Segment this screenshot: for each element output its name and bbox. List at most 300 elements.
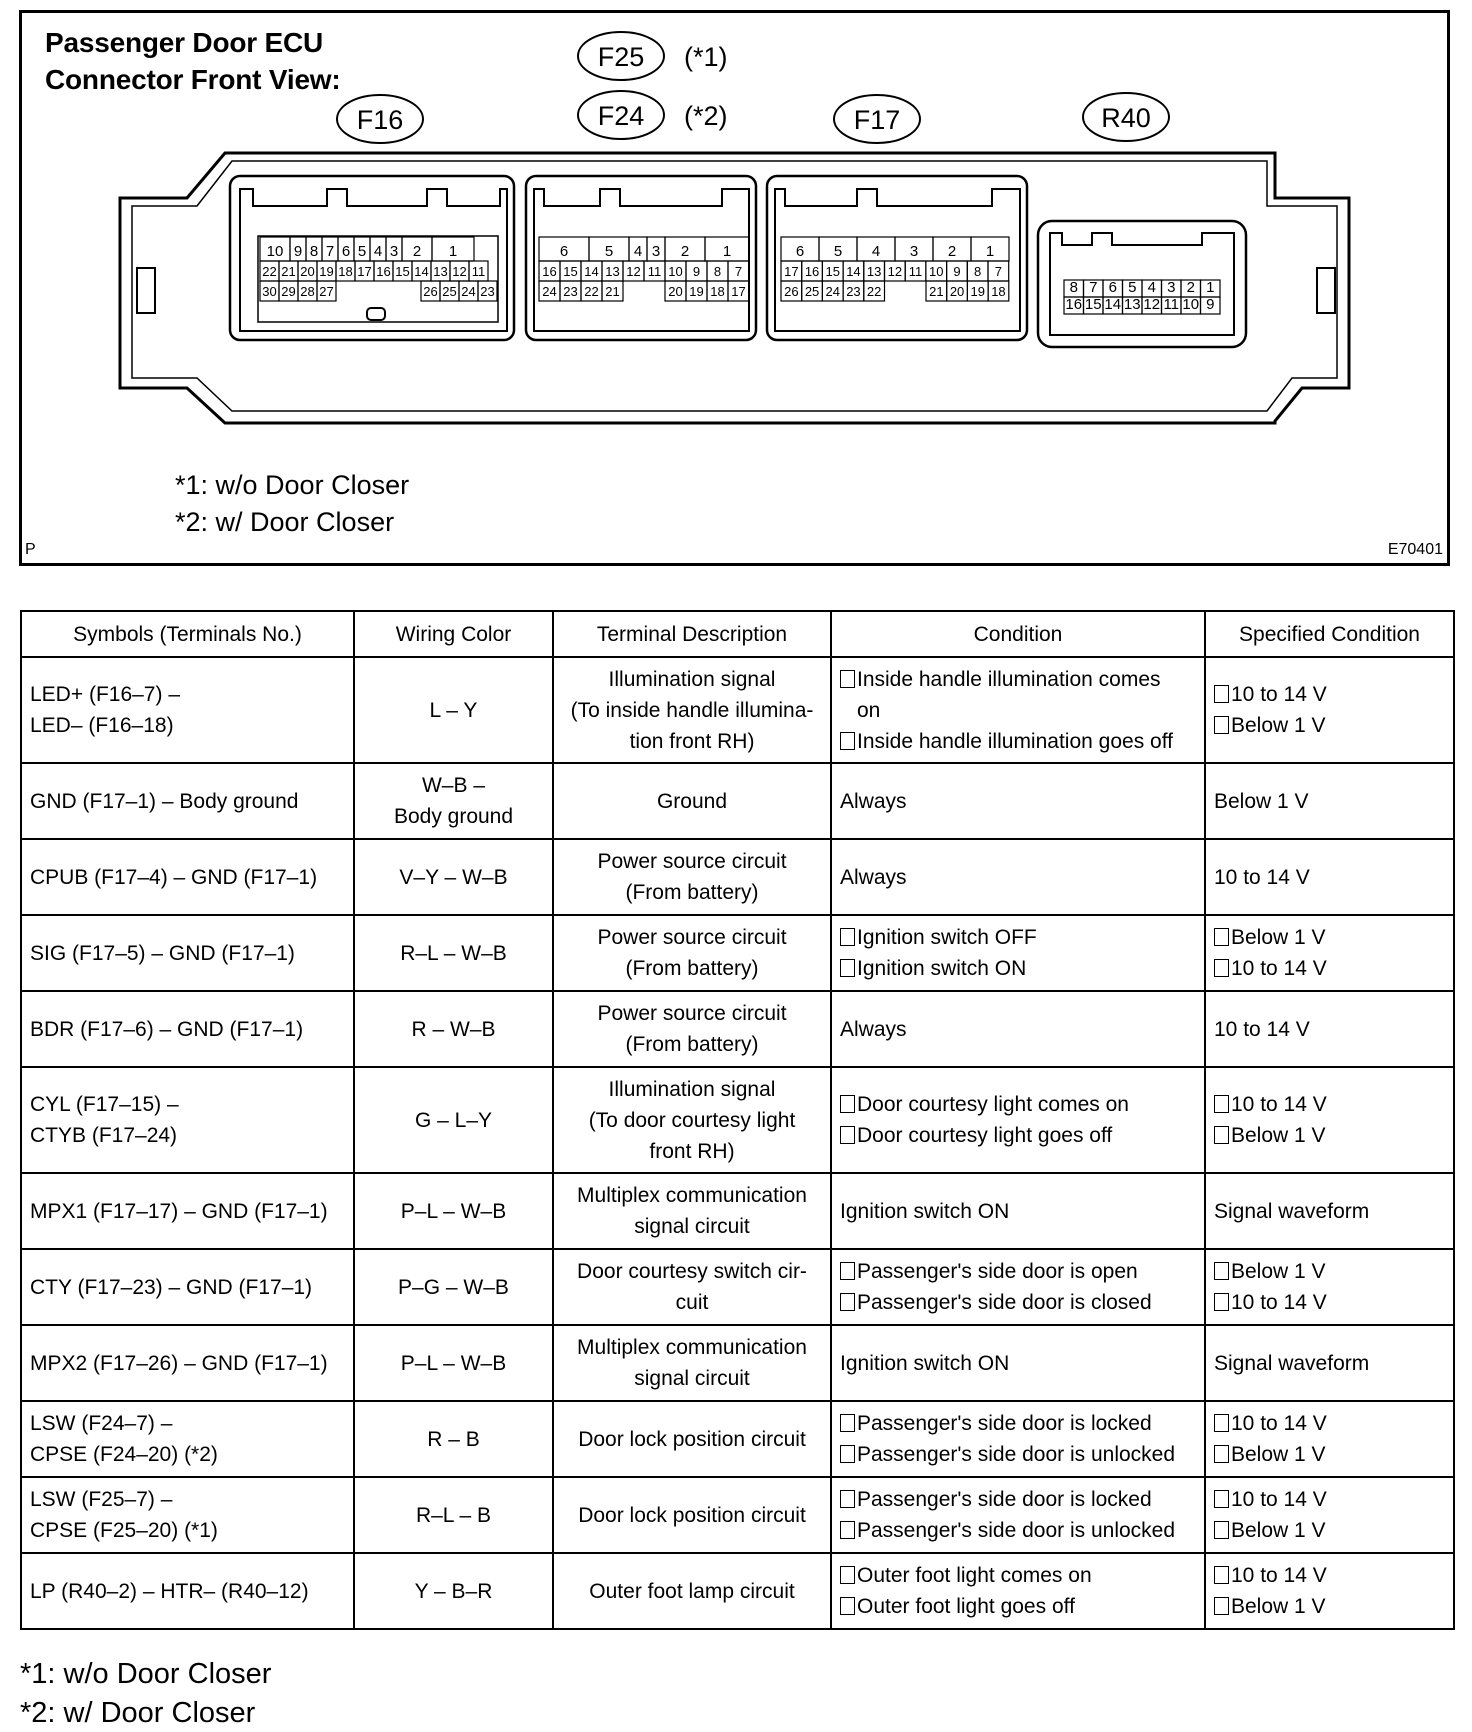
- cell-terminal-description-line: [562, 786, 822, 817]
- cell-specified-condition: [1205, 1249, 1454, 1325]
- cell-condition-text: Always: [840, 789, 907, 813]
- cell-terminal-description-line: [562, 1029, 822, 1060]
- cell-terminal-description-text: Door lock position circuit: [578, 1503, 806, 1527]
- cell-wiring-color: [354, 1249, 553, 1325]
- cell-specified-condition-line: [1214, 1089, 1445, 1120]
- cell-specified-condition: [1205, 1173, 1454, 1249]
- checkbox-square-icon: [840, 1095, 855, 1113]
- cell-symbols-line: [30, 1089, 345, 1120]
- cell-wiring-color-line: [363, 862, 544, 893]
- pin-number: 13: [1123, 296, 1141, 313]
- cell-symbols-line: [30, 1014, 345, 1045]
- pin-number: 20: [300, 264, 315, 279]
- pin-number: 6: [341, 243, 351, 260]
- cell-symbols-line: [30, 1120, 345, 1151]
- mount-tab-left: [137, 268, 155, 313]
- cell-wiring-color: [354, 1553, 553, 1629]
- pin-number: 7: [1089, 279, 1098, 296]
- cell-condition-line: [840, 1120, 1196, 1151]
- table-row: [21, 763, 1454, 839]
- cell-condition-line: [840, 1408, 1196, 1439]
- cell-condition-text: Ignition switch ON: [857, 957, 1027, 980]
- cell-specified-condition-line: [1214, 1591, 1445, 1622]
- pin-number: 8: [974, 264, 982, 279]
- cell-terminal-description-text: signal circuit: [634, 1367, 750, 1390]
- cell-specified-condition-text: 10 to 14 V: [1231, 957, 1327, 980]
- pin-number: 10: [668, 264, 683, 279]
- cell-specified-condition-line: [1214, 1287, 1445, 1318]
- cell-condition-line: [840, 1256, 1196, 1287]
- cell-terminal-description-line: [562, 1105, 822, 1136]
- cell-specified-condition-text: Signal waveform: [1214, 1199, 1370, 1223]
- cell-condition-text: Passenger's side door is open: [857, 1260, 1138, 1283]
- cell-wiring-color-text: P–G – W–B: [398, 1275, 509, 1299]
- connector-label-f25: [578, 32, 728, 80]
- cell-condition: [831, 1173, 1205, 1249]
- cell-terminal-description-line: [562, 877, 822, 908]
- pin-number: 17: [357, 264, 372, 279]
- checkbox-square-icon: [1214, 1414, 1229, 1432]
- pin-number: 15: [1084, 296, 1102, 313]
- checkbox-square-icon: [840, 1566, 855, 1584]
- cell-condition-text: Ignition switch ON: [840, 1351, 1010, 1375]
- connector-label-f25-text: F25: [597, 42, 645, 72]
- pin-number: 15: [395, 264, 410, 279]
- pin-number: 4: [373, 243, 383, 260]
- cell-wiring-color-text: V–Y – W–B: [399, 865, 508, 889]
- table-row: [21, 1553, 1454, 1629]
- pin-number: 25: [442, 284, 457, 299]
- connector-f24-f25: [526, 176, 756, 340]
- cell-wiring-color-line: [363, 1348, 544, 1379]
- cell-symbols-text: SIG (F17–5) – GND (F17–1): [30, 941, 295, 965]
- cell-symbols-line: [30, 1196, 345, 1227]
- checkbox-square-icon: [1214, 685, 1229, 703]
- cell-symbols-text: LP (R40–2) – HTR– (R40–12): [30, 1579, 309, 1603]
- cell-specified-condition-line: [1214, 862, 1445, 893]
- cell-terminal-description-line: [562, 726, 822, 757]
- cell-terminal-description-text: tion front RH): [629, 729, 755, 753]
- cell-terminal-description-line: [562, 695, 822, 726]
- cell-condition-line: [840, 1560, 1196, 1591]
- cell-wiring-color: [354, 1173, 553, 1249]
- cell-terminal-description-line: [562, 1256, 822, 1287]
- pin-number: 21: [929, 284, 944, 299]
- connector-diagram: [19, 10, 1450, 566]
- cell-specified-condition: [1205, 1325, 1454, 1401]
- cell-wiring-color-text: G – L–Y: [414, 1108, 493, 1132]
- pin-number: 14: [414, 264, 429, 279]
- pin-number: 21: [281, 264, 296, 279]
- pin-number: 23: [480, 284, 495, 299]
- checkbox-square-icon: [840, 1490, 855, 1508]
- pin-number: 17: [784, 264, 799, 279]
- table-row: [21, 1249, 1454, 1325]
- cell-wiring-color: [354, 1477, 553, 1553]
- pin-number: 26: [784, 284, 799, 299]
- cell-terminal-description-line: [562, 1074, 822, 1105]
- cell-specified-condition: [1205, 991, 1454, 1067]
- cell-symbols-line: [30, 862, 345, 893]
- cell-terminal-description-text: front RH): [649, 1139, 735, 1163]
- pin-number: 2: [1186, 279, 1195, 296]
- cell-condition-line: [840, 922, 1196, 953]
- pin-number: 8: [1069, 279, 1078, 296]
- cell-condition-line: [840, 695, 1196, 726]
- checkbox-square-icon: [840, 1445, 855, 1463]
- header-terminal-description: Terminal Description: [553, 611, 831, 657]
- pin-number: 8: [309, 243, 319, 260]
- cell-symbols-line: [30, 1439, 345, 1470]
- cell-specified-condition: [1205, 1067, 1454, 1173]
- pin-number: 17: [731, 284, 746, 299]
- pin-number: 30: [262, 284, 277, 299]
- pin-number: 11: [908, 264, 923, 279]
- cell-terminal-description-text: Door courtesy switch cir-: [577, 1260, 807, 1283]
- cell-symbols-text: GND (F17–1) – Body ground: [30, 789, 299, 813]
- connector-label-f24: [578, 91, 728, 139]
- pin-number: 13: [866, 264, 882, 279]
- pin-number: 18: [710, 284, 725, 299]
- pin-number: 3: [651, 243, 661, 260]
- cell-symbols: [21, 1477, 354, 1553]
- cell-terminal-description: [553, 1477, 831, 1553]
- pin-number: 2: [947, 243, 957, 260]
- cell-wiring-color-text: P–L – W–B: [400, 1351, 507, 1375]
- connector-label-f24-note: (*2): [684, 101, 728, 131]
- cell-symbols-text: LSW (F24–7) –: [30, 1412, 173, 1435]
- cell-wiring-color-line: [363, 1105, 544, 1136]
- pin-number: 10: [266, 243, 284, 260]
- pin-number: 22: [866, 284, 882, 299]
- cell-symbols-text: CTYB (F17–24): [30, 1124, 178, 1147]
- cell-specified-condition-line: [1214, 1560, 1445, 1591]
- diagram-figure-id: E70401: [1387, 541, 1443, 558]
- cell-condition-line: [840, 1348, 1196, 1379]
- cell-specified-condition-text: 10 to 14 V: [1231, 1291, 1327, 1314]
- pin-number: 9: [1206, 296, 1215, 313]
- cell-wiring-color-text: Body ground: [393, 805, 514, 828]
- pin-number: 25: [804, 284, 820, 299]
- cell-specified-condition-line: [1214, 679, 1445, 710]
- cell-symbols-line: [30, 1272, 345, 1303]
- cell-specified-condition-text: 10 to 14 V: [1231, 1412, 1327, 1435]
- checkbox-square-icon: [1214, 1262, 1229, 1280]
- cell-specified-condition: [1205, 915, 1454, 991]
- cell-specified-condition: [1205, 1401, 1454, 1477]
- cell-wiring-color-line: [363, 770, 544, 801]
- cell-condition-text: Inside handle illumination goes off: [857, 729, 1173, 753]
- cell-condition-text: Outer foot light goes off: [857, 1595, 1075, 1618]
- cell-terminal-description-line: [562, 1180, 822, 1211]
- cell-terminal-description-text: (From battery): [625, 1033, 759, 1056]
- cell-specified-condition-line: [1214, 953, 1445, 984]
- checkbox-square-icon: [840, 732, 855, 750]
- cell-wiring-color-text: R–L – W–B: [400, 941, 507, 965]
- pin-number: 14: [1104, 296, 1122, 313]
- pin-number: 16: [376, 264, 391, 279]
- connector-label-f17-text: F17: [853, 105, 901, 135]
- cell-terminal-description-text: (From battery): [625, 881, 759, 904]
- pin-number: 6: [1108, 279, 1117, 296]
- cell-terminal-description-text: Ground: [656, 789, 728, 813]
- cell-terminal-description-text: (To door courtesy light: [588, 1108, 796, 1132]
- pin-number: 1: [985, 243, 995, 260]
- cell-wiring-color-line: [363, 1424, 544, 1455]
- cell-wiring-color-line: [363, 1014, 544, 1045]
- pin-number: 16: [542, 264, 557, 279]
- cell-wiring-color-text: L – Y: [429, 698, 478, 722]
- checkbox-square-icon: [840, 1262, 855, 1280]
- cell-condition-line: [840, 953, 1196, 984]
- pin-number: 11: [471, 264, 486, 279]
- cell-wiring-color-line: [363, 1196, 544, 1227]
- cell-condition: [831, 991, 1205, 1067]
- cell-specified-condition-line: [1214, 1014, 1445, 1045]
- cell-symbols: [21, 1249, 354, 1325]
- pin-number: 13: [605, 264, 620, 279]
- pin-number: 1: [448, 243, 458, 260]
- cell-terminal-description-text: Multiplex communication: [577, 1184, 807, 1207]
- cell-specified-condition-line: [1214, 1196, 1445, 1227]
- pin-number: 23: [563, 284, 578, 299]
- cell-terminal-description-line: [562, 1576, 822, 1607]
- cell-terminal-description: [553, 991, 831, 1067]
- header-condition: Condition: [831, 611, 1205, 657]
- cell-symbols-line: [30, 786, 345, 817]
- cell-condition: [831, 1067, 1205, 1173]
- table-header-row: [21, 611, 1454, 657]
- cell-condition-text: Passenger's side door is closed: [857, 1291, 1152, 1314]
- pin-number: 5: [833, 243, 843, 260]
- footnote-2: *2: w/ Door Closer: [20, 1697, 256, 1729]
- cell-specified-condition-text: 10 to 14 V: [1214, 865, 1310, 889]
- cell-symbols-text: CTY (F17–23) – GND (F17–1): [30, 1275, 313, 1299]
- pin-number: 5: [357, 243, 367, 260]
- cell-condition: [831, 657, 1205, 763]
- pin-number: 20: [949, 284, 965, 299]
- cell-wiring-color-line: [363, 1500, 544, 1531]
- cell-wiring-color: [354, 657, 553, 763]
- table-row: [21, 839, 1454, 915]
- cell-symbols: [21, 991, 354, 1067]
- checkbox-square-icon: [840, 1597, 855, 1615]
- pin-number: 16: [804, 264, 820, 279]
- cell-condition: [831, 1249, 1205, 1325]
- connector-label-f17: [834, 95, 920, 143]
- pin-number: 13: [433, 264, 448, 279]
- cell-terminal-description-line: [562, 998, 822, 1029]
- cell-specified-condition-line: [1214, 922, 1445, 953]
- cell-terminal-description-text: Power source circuit: [597, 926, 787, 949]
- pin-number: 3: [909, 243, 919, 260]
- cell-wiring-color: [354, 915, 553, 991]
- pin-number: 24: [461, 284, 476, 299]
- cell-condition: [831, 839, 1205, 915]
- cell-specified-condition-text: Below 1 V: [1231, 1260, 1326, 1283]
- cell-wiring-color: [354, 1401, 553, 1477]
- checkbox-square-icon: [1214, 1095, 1229, 1113]
- pin-number: 2: [412, 243, 422, 260]
- cell-terminal-description-text: Multiplex communication: [577, 1336, 807, 1359]
- cell-condition: [831, 1477, 1205, 1553]
- cell-symbols-text: CPSE (F25–20) (*1): [30, 1519, 218, 1542]
- checkbox-square-icon: [840, 1521, 855, 1539]
- pin-number: 22: [262, 264, 277, 279]
- cell-symbols: [21, 839, 354, 915]
- connector-label-f16-text: F16: [356, 105, 404, 135]
- cell-condition-text: Passenger's side door is unlocked: [857, 1443, 1176, 1466]
- checkbox-square-icon: [1214, 928, 1229, 946]
- cell-symbols-line: [30, 938, 345, 969]
- cell-condition: [831, 1325, 1205, 1401]
- pin-number: 12: [887, 264, 903, 279]
- pin-number: 28: [300, 284, 315, 299]
- checkbox-square-icon: [840, 959, 855, 977]
- cell-condition-line: [840, 726, 1196, 757]
- cell-condition-text: Door courtesy light comes on: [857, 1093, 1129, 1116]
- cell-wiring-color-text: Y – B–R: [414, 1579, 493, 1603]
- pin-number: 10: [1182, 296, 1200, 313]
- checkbox-square-icon: [840, 1126, 855, 1144]
- cell-condition-text: Ignition switch OFF: [857, 926, 1037, 949]
- cell-condition-line: [840, 862, 1196, 893]
- cell-terminal-description-line: [562, 953, 822, 984]
- checkbox-square-icon: [840, 1293, 855, 1311]
- pin-number: 20: [668, 284, 683, 299]
- checkbox-square-icon: [1214, 1293, 1229, 1311]
- cell-symbols-line: [30, 1408, 345, 1439]
- cell-specified-condition-line: [1214, 1439, 1445, 1470]
- cell-condition-line: [840, 1089, 1196, 1120]
- cell-terminal-description: [553, 915, 831, 991]
- cell-terminal-description-text: Illumination signal: [608, 1077, 776, 1101]
- pin-number: 4: [633, 243, 643, 260]
- mount-tab-right: [1317, 268, 1335, 313]
- cell-condition-text: Passenger's side door is locked: [857, 1412, 1152, 1435]
- table-row: [21, 915, 1454, 991]
- cell-symbols: [21, 915, 354, 991]
- cell-specified-condition-text: Below 1 V: [1231, 1443, 1326, 1466]
- checkbox-square-icon: [1214, 716, 1229, 734]
- table-row: [21, 1067, 1454, 1173]
- cell-terminal-description-line: [562, 664, 822, 695]
- cell-condition-text: Door courtesy light goes off: [857, 1124, 1113, 1147]
- cell-terminal-description: [553, 657, 831, 763]
- cell-condition-line: [840, 1591, 1196, 1622]
- cell-wiring-color: [354, 1067, 553, 1173]
- cell-wiring-color: [354, 763, 553, 839]
- cell-condition: [831, 1401, 1205, 1477]
- checkbox-square-icon: [1214, 1521, 1229, 1539]
- cell-symbols-text: LSW (F25–7) –: [30, 1488, 173, 1511]
- cell-terminal-description: [553, 763, 831, 839]
- cell-terminal-description-text: cuit: [675, 1291, 709, 1314]
- cell-symbols: [21, 1325, 354, 1401]
- cell-specified-condition-line: [1214, 1348, 1445, 1379]
- pin-number: 18: [991, 284, 1006, 299]
- cell-specified-condition-text: 10 to 14 V: [1214, 1017, 1310, 1041]
- cell-wiring-color-line: [363, 938, 544, 969]
- cell-symbols-line: [30, 1576, 345, 1607]
- cell-specified-condition-line: [1214, 786, 1445, 817]
- pin-number: 26: [423, 284, 438, 299]
- checkbox-square-icon: [840, 928, 855, 946]
- pin-number: 10: [929, 264, 944, 279]
- table-row: [21, 991, 1454, 1067]
- cell-condition-text: Inside handle illumination comes: [857, 667, 1161, 691]
- cell-terminal-description-line: [562, 1211, 822, 1242]
- connector-r40: [1038, 221, 1246, 347]
- cell-condition-text: Passenger's side door is unlocked: [857, 1519, 1176, 1542]
- diagram-note-2: *2: w/ Door Closer: [175, 507, 395, 537]
- checkbox-square-icon: [1214, 1597, 1229, 1615]
- cell-symbols: [21, 1401, 354, 1477]
- footnote-1: *1: w/o Door Closer: [20, 1658, 272, 1690]
- cell-specified-condition-text: 10 to 14 V: [1231, 683, 1327, 706]
- table-row: [21, 1401, 1454, 1477]
- cell-symbols-text: MPX1 (F17–17) – GND (F17–1): [30, 1199, 328, 1223]
- cell-symbols-line: [30, 679, 345, 710]
- connector-label-f25-note: (*1): [684, 42, 728, 72]
- cell-specified-condition-text: Below 1 V: [1231, 714, 1326, 737]
- cell-terminal-description-text: signal circuit: [634, 1215, 750, 1238]
- pin-number: 12: [452, 264, 467, 279]
- cell-symbols-text: CPSE (F24–20) (*2): [30, 1443, 218, 1466]
- pin-number: 5: [1128, 279, 1137, 296]
- cell-terminal-description-line: [562, 1424, 822, 1455]
- cell-specified-condition-line: [1214, 1408, 1445, 1439]
- cell-specified-condition-line: [1214, 1120, 1445, 1151]
- cell-specified-condition-line: [1214, 1515, 1445, 1546]
- cell-specified-condition-text: Below 1 V: [1231, 1519, 1326, 1542]
- cell-symbols-line: [30, 1484, 345, 1515]
- cell-terminal-description-line: [562, 1287, 822, 1318]
- pin-number: 6: [559, 243, 569, 260]
- cell-wiring-color-line: [363, 695, 544, 726]
- pin-number: 9: [953, 264, 961, 279]
- cell-specified-condition-text: Below 1 V: [1231, 1124, 1326, 1147]
- pin-number: 8: [713, 264, 722, 279]
- pin-number: 7: [994, 264, 1002, 279]
- diagram-note-1: *1: w/o Door Closer: [175, 470, 410, 500]
- cell-specified-condition-line: [1214, 1484, 1445, 1515]
- cell-wiring-color: [354, 991, 553, 1067]
- pin-number: 12: [1143, 296, 1161, 313]
- cell-condition-text: Outer foot light comes on: [857, 1564, 1092, 1587]
- pin-number: 3: [389, 243, 399, 260]
- cell-specified-condition: [1205, 839, 1454, 915]
- pin-number: 1: [1206, 279, 1215, 296]
- cell-terminal-description-text: (To inside handle illumina-: [570, 698, 814, 722]
- cell-specified-condition-text: 10 to 14 V: [1231, 1093, 1327, 1116]
- cell-terminal-description: [553, 1173, 831, 1249]
- cell-wiring-color-text: R – W–B: [411, 1017, 496, 1041]
- cell-symbols-text: BDR (F17–6) – GND (F17–1): [30, 1017, 304, 1041]
- cell-symbols-text: MPX2 (F17–26) – GND (F17–1): [30, 1351, 328, 1375]
- cell-condition-line: [840, 1287, 1196, 1318]
- cell-condition-line: [840, 1196, 1196, 1227]
- pin-number: 11: [1163, 296, 1180, 313]
- cell-wiring-color-text: R – B: [427, 1427, 480, 1451]
- pin-number: 3: [1167, 279, 1176, 296]
- cell-terminal-description-line: [562, 922, 822, 953]
- cell-symbols: [21, 1553, 354, 1629]
- pin-number: 29: [281, 284, 296, 299]
- cell-terminal-description: [553, 1325, 831, 1401]
- cell-specified-condition-text: Below 1 V: [1214, 789, 1309, 813]
- cell-specified-condition: [1205, 657, 1454, 763]
